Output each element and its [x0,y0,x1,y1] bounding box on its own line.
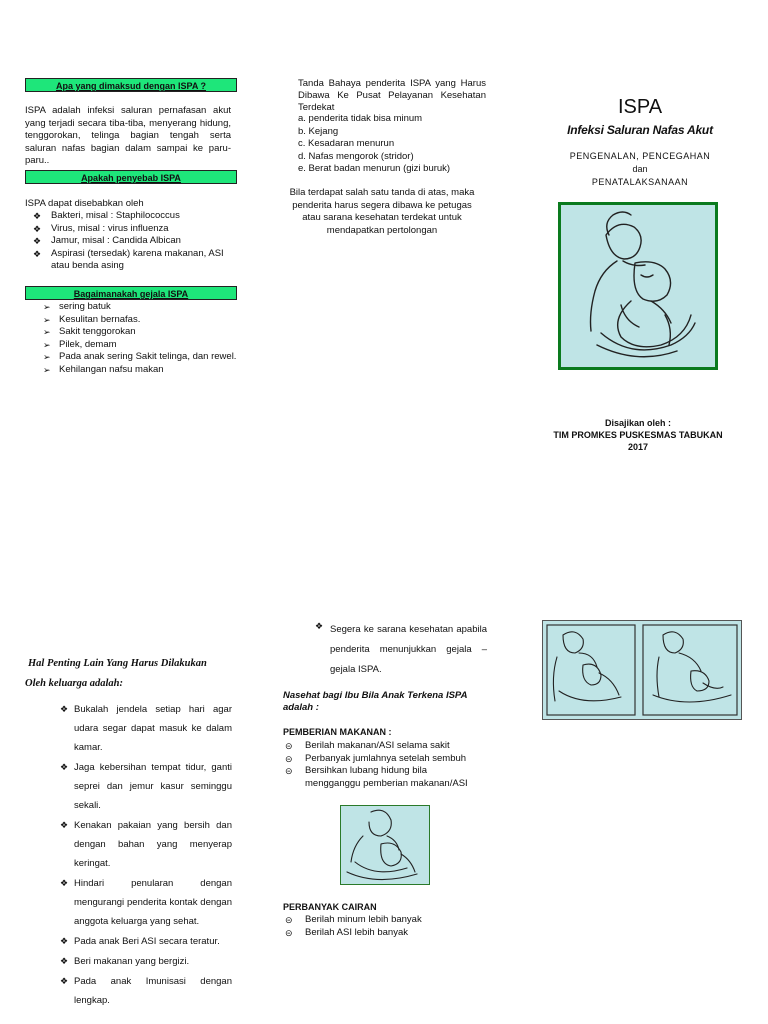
diamond-icon: ❖ [315,621,324,631]
list-item: ⊝ Perbanyak jumlahnya setelah sembuh [285,752,467,764]
list-item: ⊝ Berilah minum lebih banyak [285,914,422,925]
diamond-icon: ❖ [33,223,42,234]
food-heading: PEMBERIAN MAKANAN : [283,727,392,737]
list-item: b. Kejang [298,125,339,137]
feeding-illustration [340,805,430,885]
list-item: ❖ Pada anak Imunisasi dengan lengkap. [60,972,232,1010]
list-item: ⊝ Berilah makanan/ASI selama sakit [285,740,450,751]
list-item: ❖ Hindari penularan dengan mengurangi penderita kontak dengan anggota keluarga yang sehat. [60,874,232,931]
list-item: ❖ Kenakan pakaian yang bersih dan dengan bahan yang menyerap keringat. [60,816,232,873]
advice-heading-1: Nasehat bagi Ibu Bila Anak Terkena ISPA [283,690,468,701]
cover-illustration [558,202,718,370]
mother-child-sketch-icon [561,205,715,367]
arrow-icon: ➢ [43,352,51,362]
danger-list [298,113,488,176]
danger-note: Bila terdapat salah satu tanda di atas, maka penderita harus segera dibawa ke petugas atau sarana kesehatan terdekat untuk mendapatkan pertolongan [289,187,475,236]
diamond-icon: ❖ [33,248,42,259]
diamond-icon: ❖ [60,878,69,888]
header-symptoms: Bagaimanakah gejala ISPA [25,286,237,300]
ring-icon: ⊝ [285,753,293,764]
diamond-icon: ❖ [60,956,69,966]
header-definition: Apa yang dimaksud dengan ISPA ? [25,78,237,92]
list-item: ➢ Sakit tenggorokan [43,326,136,337]
ring-icon: ⊝ [285,741,293,751]
arrow-icon: ➢ [43,339,51,350]
list-item: ⊝ Bersihkan lubang hidung bila mengganggu pemberian makanan/ASI [285,765,468,789]
arrow-icon: ➢ [43,302,51,312]
list-item: a. penderita tidak bisa minum [298,113,423,124]
two-panel-illustration [542,620,742,720]
header-causes: Apakah penyebab ISPA [25,170,237,184]
list-item: ➢ Pilek, demam [43,338,117,350]
diamond-icon: ❖ [60,762,69,772]
list-item: ❖ Aspirasi (tersedak) karena makanan, ASI atau benda asing [33,247,224,271]
list-item: ➢ Kesulitan bernafas. [43,313,141,325]
causes-intro: ISPA dapat disebabkan oleh [25,198,144,209]
cover-tagline-2: dan [632,164,648,174]
diamond-icon: ❖ [33,211,42,221]
advice-heading-2: adalah : [283,702,319,713]
food-list [285,740,485,790]
ring-icon: ⊝ [285,915,293,925]
list-item: e. Berat badan menurun (gizi buruk) [298,163,451,174]
list-item: ❖ Bakteri, misal : Staphilococcus [33,210,180,221]
list-item: ➢ Pada anak sering Sakit telinga, dan rewel. [43,351,237,362]
fluid-heading: PERBANYAK CAIRAN [283,902,377,912]
bottom-left-heading-2: Oleh keluarga adalah: [25,678,124,689]
bottom-left-heading-1: Hal Penting Lain Yang Harus Dilakukan [28,658,207,669]
ring-icon: ⊝ [285,766,293,776]
mother-feeding-sketch-icon [341,806,429,884]
list-item: ❖ Beri makanan yang bergizi. [60,952,232,971]
diamond-icon: ❖ [60,820,69,830]
year: 2017 [627,442,649,452]
cover-subtitle: Infeksi Saluran Nafas Akut [567,123,713,137]
cover-title: ISPA [617,96,663,118]
list-item: ❖ Jaga kebersihan tempat tidur, ganti seprei dan jemur kasur seminggu sekali. [60,758,232,815]
cover-tagline-3: PENATALAKSANAAN [591,177,689,187]
symptoms-list [43,301,238,376]
arrow-icon: ➢ [43,327,51,337]
danger-title: Tanda Bahaya penderita ISPA yang Harus Dibawa Ke Pusat Pelayanan Kesehatan Terdekat [298,78,486,113]
list-item: ➢ Kehilangan nafsu makan [43,363,164,375]
list-item: ❖ Bukalah jendela setiap hari agar udara segar dapat masuk ke dalam kamar. [60,700,232,757]
arrow-icon: ➢ [43,364,51,375]
cover-tagline-1: PENGENALAN, PENCEGAHAN [569,151,711,161]
diamond-icon: ❖ [60,976,69,986]
presented-by: Disajikan oleh : [604,418,672,428]
list-item: ❖ Virus, misal : virus influenza [33,222,169,234]
list-item: ❖ Jamur, misal : Candida Albican [33,235,181,246]
diamond-icon: ❖ [60,704,69,714]
diamond-icon: ❖ [60,936,69,946]
team-name: TIM PROMKES PUSKESMAS TABUKAN [553,430,723,440]
ring-icon: ⊝ [285,927,293,938]
list-item: ⊝ Berilah ASI lebih banyak [285,926,408,938]
diamond-icon: ❖ [33,236,42,246]
list-item: d. Nafas mengorok (stridor) [298,150,414,162]
list-item: ➢ sering batuk [43,301,111,312]
family-actions-list [60,700,232,1011]
list-item: ❖ Pada anak Beri ASI secara teratur. [60,932,232,951]
list-item: c. Kesadaran menurun [298,138,395,149]
fluid-list [285,914,485,939]
causes-list [33,210,233,273]
arrow-icon: ➢ [43,314,51,325]
definition-text: ISPA adalah infeksi saluran pernafasan akut yang terjadi secara tiba-tiba, menyerang hidung, tenggorokan, telinga bagian tengah serta saluran nafas bagian dalam sampai ke paru-paru.. [25,105,231,166]
list-item: ❖ Segera ke sarana kesehatan apabila penderita menunjukkan gejala – gejala ISPA. [315,621,487,675]
seek-care-list [315,620,487,680]
caregiving-sketch-icon [543,621,741,719]
